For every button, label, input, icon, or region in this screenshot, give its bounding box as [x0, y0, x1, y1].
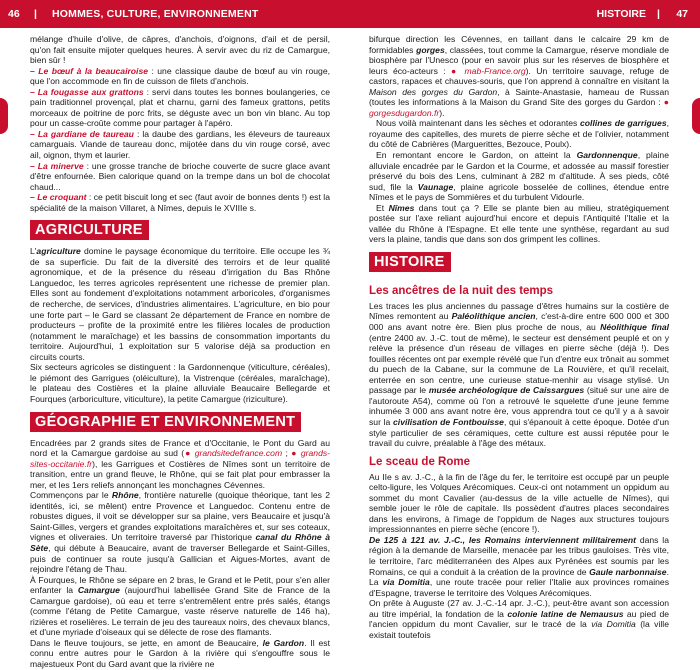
paragraph: Commençons par le Rhône, frontière naturelle (quoique théorique, tant les 2 identités, ici, se mêlent) entre Provence et Languedoc. Contenu entre de robustes digues, il voit se développer sur sa plaine, vers Beaucaire et jusqu'à Saint-Gilles, vergers et grandes exploitations maraîchères et, sur ses coteaux, vignes et oliveraies. Un territoire traversé par l'historique canal du Rhône à Sète, qui débute à Beaucaire, avant de traverser Bellegarde et Saint-Gilles, puis de continuer sa route jusqu'à Gallician et Aigues-Mortes, avant de rejoindre l'étang de Thau.	[30, 490, 330, 575]
paragraph: Les traces les plus anciennes du passage d'êtres humains sur la costière de Nîmes remontent au Paléolithique ancien, c'est-à-dire entre 600 000 et 300 000 ans avant notre ère. Bien plus proche de nous, au Néolithique final (entre 2400 av. J.-C. tout de même), le secteur est densément peuplé et on y relève la présence d'un réseau de villages en pierre sèche (déjà !). Des fouilles récentes ont par exemple révélé que l'un d'entre eux trônait au sommet du puech de la Cabane, sur la commune de La Rouvière, et qu'il recelait, enterrée en son centre, une curieuse statue-menhir au visage stylisé. Un passage par le musée archéologique de Caissargues (situé sur une aire de l'autoroute A54), comme où l'on a retrouvé le squelette d'une jeune femme inhumée 3 000 ans avant notre ère, vous apprendra tout ce qu'il y a à savoir sur la civilisation de Fontbouisse, qui s'épanouit à cette époque. Dotée d'un style particulier de ses céramiques, cette culture est aussi réputée pour le travail du cuivre, préalable à l'âge des métaux.	[369, 300, 670, 449]
paragraph: L'agriculture domine le paysage économique du territoire. Elle occupe les ¾ de sa superficie. Du fait de la diversité des terroirs et de leur qualité agronomique, et de la présence du réseau d'irrigation du Bas Rhône Languedoc, les terres agricoles représentent une richesse de premier plan. Elles sont au fondement d'exploitations notamment arboricoles, d'organismes de recherche, de services, d'industries alimentaires. L'agriculture, en bio pour une forte part – le Gard se classant 2e département de France en nombre de producteurs – profite de la proximité entre les filières locales de production (notamment le maraîchage) et les bassins de consommation importants du territoire. Aujourd'hui, 1 exploitation sur 5 valorise déjà sa production en circuits courts.	[30, 246, 330, 362]
paragraph: – Le croquant : ce petit biscuit long et sec (faut avoir de bonnes dents !) est la spécialité de la maison Villaret, à Nîmes, depuis le XVIIIe s.	[30, 192, 330, 213]
link[interactable]: ● grandsitedefrance.com	[184, 448, 283, 459]
section-title-right: HISTOIRE	[596, 8, 646, 20]
paragraph: De 125 à 121 av. J.-C., les Romains interviennent militairement dans la région à la demande de Marseille, menacée par les tribus gauloises. Très vite, le territoire, l'arc méditerranéen des Alpes aux Pyrénées est soumis par les Romains, ce qui a conduit à la création de la province de Gaule narbonnaise. La via Domitia, une route tracée pour relier l'Italie aux provinces romaines d'Espagne, traverse le territoire des Volques Arécomiques.	[369, 534, 669, 598]
section-heading-geographie: GÉOGRAPHIE ET ENVIRONNEMENT	[30, 412, 301, 432]
paragraph: – Le bœuf à la beaucairoise : une classique daube de bœuf au vin rouge, que l'on accommode en fin de cuisson de filets d'anchois.	[30, 65, 330, 87]
paragraph: Nous voilà maintenant dans les sèches et odorantes collines de garrigues, royaume des capitelles, des murets de pierre sèche et de l'olivier, notamment du côté de Cabrières (Marguerittes, Bezouce, Poulx).	[369, 118, 669, 150]
paragraph: On prête à Auguste (27 av. J.-C.-14 apr. J.-C.), peut-être avant son accession au titre impérial, la fondation de la colonie latine de Nemausus au pied de l'ancien oppidum du mont Cavalier, sur le tracé de la via Domitia (la ville existait toutefois	[369, 598, 670, 640]
header-separator-left: |	[34, 8, 37, 20]
section-title-left: HOMMES, CULTURE, ENVIRONNEMENT	[52, 8, 259, 20]
subheading: Le sceau de Rome	[369, 455, 470, 468]
paragraph: Encadrées par 2 grands sites de France et d'Occitanie, le Pont du Gard au nord et la Camargue gardoise au sud (● grandsitedefrance.com ; ● grands-sites-occitanie.fr), les Garrigues et Costières de Nîmes sont un territoire de transition, entre un grand fleuve, le Rhône, qui se fait plat pour embrasser la mer, et les 1ers reliefs annonçant les monchagnes Cévennes.	[30, 437, 331, 490]
link[interactable]: ● mab-France.org	[451, 65, 526, 76]
paragraph: bifurque direction les Cévennes, en taillant dans le calcaire 29 km de formidables gorges, classées, tout comme la Camargue, réserve mondiale de biosphère par l'Unesco (pour en savoir plus sur les réserves de biosphère et leurs éco-acteurs : ● mab-France.org). Un territoire sauvage, refuge de castors, rapaces et chauves-souris, que l'on apprend à connaître en visitant la Maison des gorges du Gardon, à Sainte-Anastasie, hameau de Russan (toutes les informations à la Maison du Grand Site des gorges du Gardon : ● gorgesdugardon.fr).	[369, 34, 670, 118]
link[interactable]: ● grands-sites-occitanie.fr	[30, 448, 331, 469]
page-header	[0, 0, 700, 28]
paragraph: mélange d'huile d'olive, de câpres, d'anchois, d'oignons, d'ail et de persil, qu'on fait ensuite mijoter quelques heures. À servir avec du riz de Camargue, bien sûr !	[30, 34, 330, 66]
section-heading-histoire: HISTOIRE	[369, 252, 451, 272]
thumb-tab-right	[692, 98, 700, 134]
header-separator-right: |	[657, 8, 660, 20]
paragraph: – La minerve : une grosse tranche de brioche couverte de sucre glace avant d'être enfournée. Bien calorique quand on la trempe dans un bol de chocolat chaud...	[30, 160, 331, 192]
thumb-tab-left	[0, 98, 8, 134]
subheading: Les ancêtres de la nuit des temps	[369, 284, 554, 297]
section-heading-agriculture: AGRICULTURE	[30, 220, 149, 240]
paragraph: Six secteurs agricoles se distinguent : la Gardonnenque (viticulture, céréales), le piémont des Garrigues (oléiculture), la Vistrenque (céréales, maraîchage), le plateau des Costières et la plaine alluviale Beaucaire Bellegarde et Fourques (arboriculture, viticulture), la petite Camargue (riziculture).	[30, 362, 330, 404]
paragraph: À Fourques, le Rhône se sépare en 2 bras, le Grand et le Petit, pour s'en aller enfanter la Camargue (aujourd'hui labellisée Grand Site de France de la Camargue gardoise), où eau et terre s'entremêlent entre prés salés, étangs (comme l'étang de Petite Camargue, vaste réserve naturelle de 146 ha), rizières et roselières. Le terrain de jeu des taureaux noirs, des chevaux blancs, et d'une myriade d'oiseaux qui se délecte de rose des flamants.	[30, 574, 330, 638]
paragraph: Et Nîmes dans tout ça ? Elle se plante bien au milieu, stratégiquement postée sur l'axe reliant aujourd'hui encore et depuis l'Antiquité l'Italie et la vallée du Rhône à l'Espagne. Et elle tente une synthèse, regardant au sud vers la plaine, tandis que dans son dos grimpent les collines.	[369, 202, 669, 245]
link[interactable]: ● gorgesdugardon.fr	[369, 97, 669, 118]
paragraph: Dans le fleuve toujours, se jette, en amont de Beaucaire, le Gardon. Il est connu entre autres pour le Gardon à la rivière qui s'engouffre sous le majestueux Pont du Gard avant que la rivière ne	[30, 637, 330, 669]
paragraph: En remontant encore le Gardon, on atteint la Gardonnenque, plaine alluviale encadrée par le Gardon et la Courme, et adossée au massif forestier préservé du bois des Lens, culminant à 282 m d'altitude. À ses pieds, côté sud, file la Vaunage, plaine agricole bosselée de collines, étendue entre Nîmes et le pays de Sommières et du turbulent Vidourle.	[369, 150, 669, 203]
right-column	[369, 34, 669, 640]
page-number-left: 46	[8, 8, 20, 20]
paragraph: – La fougasse aux grattons : servi dans toutes les bonnes boulangeries, ce pain traditionnel provençal, plat et charnu, garni des fameux grattons, petits morceaux de poitrine de porc frits, se déguste avec un bon vin blanc. Au top pour un casse-croûte comme pour partager à l'apéro.	[30, 86, 330, 129]
page-number-right: 47	[676, 8, 688, 20]
paragraph: – La gardiane de taureau : la daube des gardians, les éleveurs de taureaux camarguais. Viande de taureau donc, mijotée dans du vin rouge corsé, avec ail, oignon, thym et laurier.	[30, 128, 330, 161]
paragraph: Au IIe s av. J.-C., à la fin de l'âge du fer, le territoire est occupé par un peuple celto-ligure, les Volques Arécomiques. Ceux-ci ont notamment un oppidum au sommet du mont Cavalier (au-dessus de la ville actuelle de Nîmes), qui semble jouer le rôle de capitale. Ils possèdent d'autres places secondaires dans les environs, à l'image de l'oppidum de Nages aux structures toujours impressionnantes en pierre sèche (encore !).	[369, 471, 669, 535]
left-column	[30, 34, 330, 670]
